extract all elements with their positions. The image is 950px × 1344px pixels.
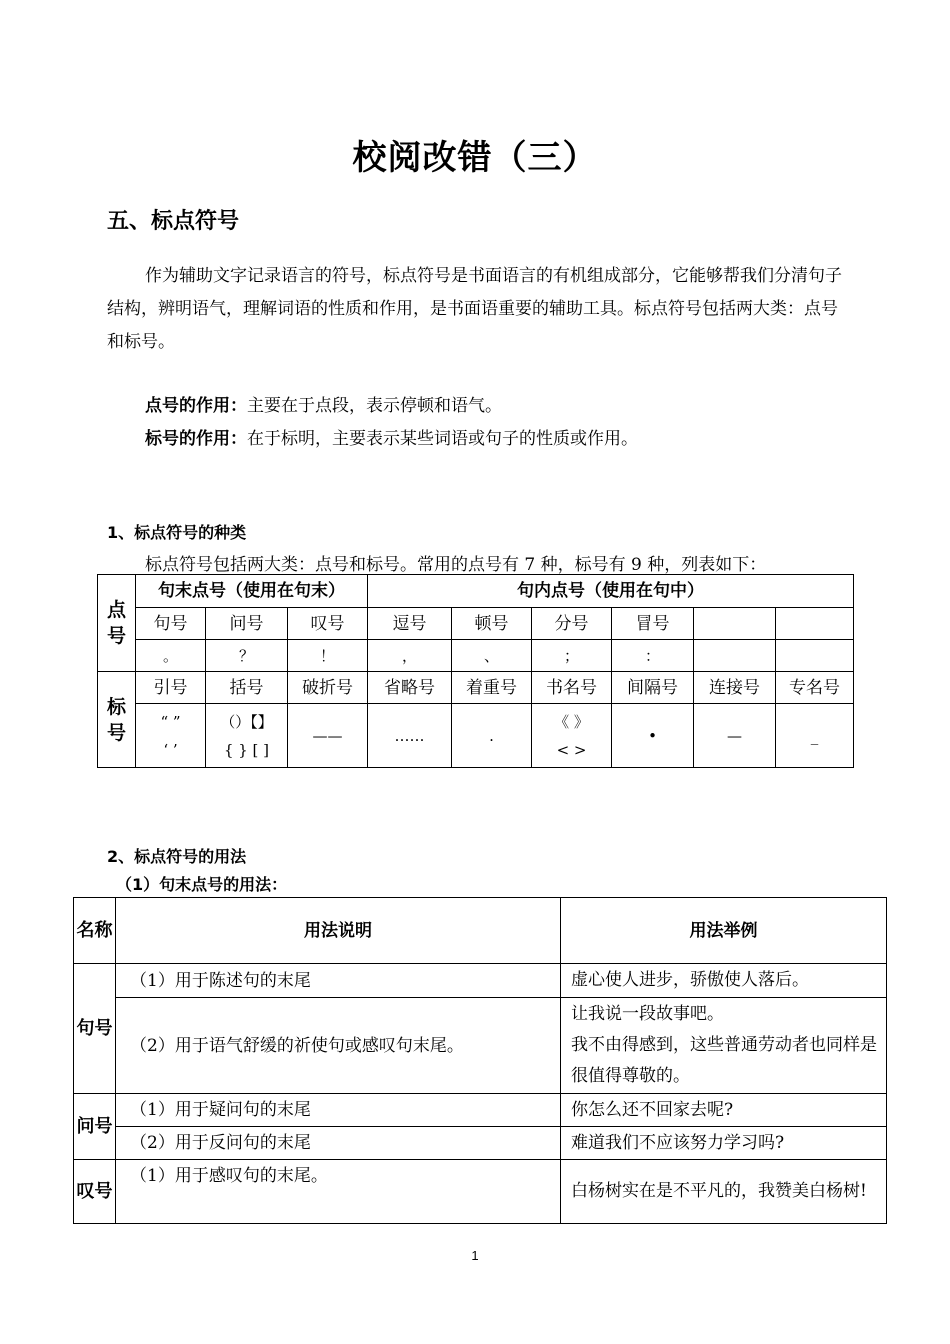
- example-cell: [561, 1094, 887, 1127]
- biaohao-def-text: 在于标明，主要表示某些词语或句子的性质或作用。: [247, 429, 638, 449]
- dianhao-name: 冒号: [612, 608, 694, 640]
- biaohao-name: 破折号: [288, 672, 368, 704]
- section1-desc: 标点符号包括两大类：点号和标号。常用的点号有 7 种，标号有 9 种，列表如下：: [145, 555, 767, 575]
- example-line: 白杨树实在是不平凡的，我赞美白杨树!: [571, 1181, 867, 1201]
- page-number: 1: [471, 1248, 479, 1263]
- usage-cell: （2）用于语气舒缓的祈使句或感叹句末尾。: [116, 998, 561, 1094]
- dianhao-definition: [145, 391, 502, 416]
- dianhao-name: 问号: [206, 608, 288, 640]
- row-label-wenhao: 问号: [74, 1094, 116, 1160]
- biaohao-symbol: ——: [288, 704, 368, 768]
- example-cell: [561, 998, 887, 1094]
- example-line: 让我说一段故事吧。: [571, 1004, 724, 1024]
- usage-cell: （1）用于感叹句的末尾。: [116, 1160, 561, 1224]
- section-heading: 五、标点符号: [107, 209, 240, 234]
- end-points-header: 句末点号（使用在句末）: [136, 575, 368, 608]
- example-line: 难道我们不应该努力学习吗?: [571, 1132, 785, 1153]
- dianhao-symbol: 、: [452, 640, 532, 672]
- dianhao-name: 逗号: [368, 608, 452, 640]
- biaohao-name: 间隔号: [612, 672, 694, 704]
- dianhao-symbol: ：: [612, 640, 694, 672]
- empty-cell: [694, 608, 776, 640]
- header-example: 用法举例: [561, 898, 887, 964]
- empty-cell: [776, 608, 854, 640]
- dianhao-symbol: 。: [136, 640, 206, 672]
- usage-cell: （1）用于陈述句的末尾: [116, 964, 561, 998]
- dianhao-row-label: 点号: [98, 575, 136, 672]
- dianhao-name: 句号: [136, 608, 206, 640]
- usage-cell: （1）用于疑问句的末尾: [116, 1094, 561, 1127]
- dianhao-name: 顿号: [452, 608, 532, 640]
- biaohao-name: 书名号: [532, 672, 612, 704]
- usage-cell: （2）用于反问句的末尾: [116, 1127, 561, 1160]
- example-line: 你怎么还不回家去呢?: [571, 1099, 734, 1120]
- dianhao-name: 分号: [532, 608, 612, 640]
- biaohao-symbol: —: [694, 704, 776, 768]
- biaohao-symbol: ……: [368, 704, 452, 768]
- dianhao-name: 叹号: [288, 608, 368, 640]
- section1-heading: 1、标点符号的种类: [107, 523, 247, 542]
- end-points-usage-table: [73, 897, 887, 1224]
- header-usage: 用法说明: [116, 898, 561, 964]
- example-cell: [561, 1160, 887, 1224]
- header-name: 名称: [74, 898, 116, 964]
- biaohao-name: 着重号: [452, 672, 532, 704]
- biaohao-symbol: （）【】 { } [ ]: [206, 704, 288, 768]
- biaohao-definition: [145, 424, 638, 449]
- empty-cell: [776, 640, 854, 672]
- section2-heading: 2、标点符号的用法: [107, 847, 247, 866]
- biaohao-symbol: •: [612, 704, 694, 768]
- dianhao-symbol: ？: [206, 640, 288, 672]
- dianhao-symbol: ！: [288, 640, 368, 672]
- example-cell: [561, 1127, 887, 1160]
- biaohao-symbol: .: [452, 704, 532, 768]
- biaohao-name: 连接号: [694, 672, 776, 704]
- page-title: 校阅改错（三）: [352, 138, 598, 178]
- empty-cell: [694, 640, 776, 672]
- example-line: 虚心使人进步，骄傲使人落后。: [571, 970, 809, 990]
- dianhao-def-label: 点号的作用：: [145, 396, 247, 416]
- dianhao-symbol: ；: [532, 640, 612, 672]
- biaohao-name: 引号: [136, 672, 206, 704]
- biaohao-name: 专名号: [776, 672, 854, 704]
- punctuation-types-table: [97, 574, 854, 768]
- row-label-tanhao: 叹号: [74, 1160, 116, 1224]
- mid-points-header: 句内点号（使用在句中）: [368, 575, 854, 608]
- example-line: 我不由得感到，这些普通劳动者也同样是很值得尊敬的。: [571, 1035, 877, 1086]
- biaohao-def-label: 标号的作用：: [145, 429, 247, 449]
- row-label-juhao: 句号: [74, 964, 116, 1094]
- biaohao-symbol: _: [776, 704, 854, 768]
- intro-paragraph: 作为辅助文字记录语言的符号，标点符号是书面语言的有机组成部分，它能够帮我们分清句子结构，辨明语气，理解词语的性质和作用，是书面语重要的辅助工具。标点符号包括两大类：点号和标号。: [107, 266, 842, 352]
- dianhao-def-text: 主要在于点段，表示停顿和语气。: [247, 396, 502, 416]
- biaohao-symbol: “ ” ‘ ’: [136, 704, 206, 768]
- biaohao-name: 括号: [206, 672, 288, 704]
- dianhao-symbol: ，: [368, 640, 452, 672]
- example-cell: [561, 964, 887, 998]
- biaohao-row-label: 标号: [98, 672, 136, 768]
- section2-subheading: （1）句末点号的用法：: [116, 875, 288, 894]
- biaohao-name: 省略号: [368, 672, 452, 704]
- biaohao-symbol: 《 》 < >: [532, 704, 612, 768]
